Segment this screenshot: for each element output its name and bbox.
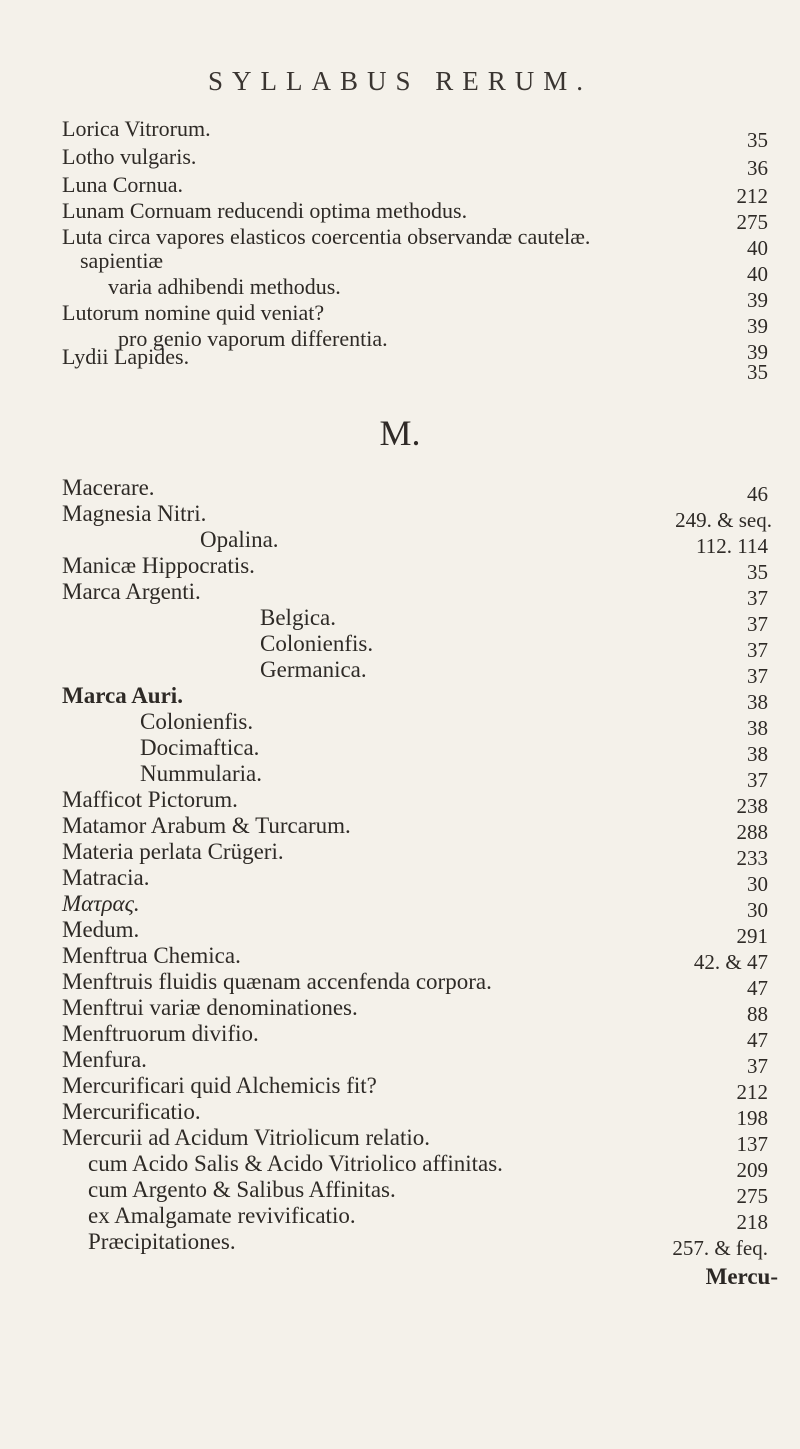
page-ref: 212: [736, 1080, 768, 1104]
page-ref: 37: [747, 612, 768, 636]
page-header: SYLLABUS RERUM.: [207, 66, 593, 96]
section-letter: M.: [379, 413, 421, 453]
index-entry: cum Acido Salis & Acido Vitriolico affinitas.: [88, 1151, 503, 1176]
page-ref: 38: [747, 716, 768, 740]
page-ref: 275: [736, 1184, 768, 1208]
page-ref: 39: [747, 288, 768, 312]
page-ref: 46: [747, 482, 768, 506]
index-entry: Matamor Arabum & Turcarum.: [62, 813, 351, 838]
index-entry: Mercurificatio.: [62, 1099, 201, 1124]
index-entry: sapientiæ: [80, 248, 164, 273]
index-entry: Mercurificari quid Alchemicis fit?: [62, 1073, 377, 1098]
page-ref: 37: [747, 586, 768, 610]
index-entry: Belgica.: [260, 605, 336, 630]
page-ref: 30: [747, 898, 768, 922]
page-ref: 249. & seq.: [675, 508, 772, 532]
index-entry: Colonienfis.: [260, 631, 374, 656]
index-entry: Menftruorum divifio.: [62, 1021, 259, 1046]
index-entry: pro genio vaporum differentia.: [118, 326, 388, 351]
index-entry: Colonienfis.: [140, 709, 254, 734]
page-ref: 37: [747, 768, 768, 792]
catchword: Mercu-: [705, 1264, 778, 1289]
page-ref: 212: [736, 184, 768, 208]
index-entry: Nummularia.: [140, 761, 262, 786]
page-ref: 88: [747, 1002, 768, 1026]
index-entry: Lydii Lapides.: [62, 344, 190, 369]
index-entry: Menftruis fluidis quænam accenfenda corpora.: [62, 969, 492, 994]
page-ref: 257. & feq.: [672, 1236, 768, 1260]
index-entry: Macerare.: [62, 475, 155, 500]
page-ref: 218: [736, 1210, 768, 1234]
page-ref: 35: [747, 128, 768, 152]
page-ref: 40: [747, 262, 768, 286]
page-ref: 35: [747, 560, 768, 584]
page-ref: 36: [747, 156, 768, 180]
page-ref: 209: [736, 1158, 768, 1182]
page-ref: 198: [736, 1106, 768, 1130]
index-entry: Materia perlata Crügeri.: [62, 839, 284, 864]
page-ref: 35: [747, 360, 768, 384]
page-ref: 39: [747, 314, 768, 338]
index-entry: Opalina.: [200, 527, 279, 552]
page-ref: 39: [747, 340, 768, 364]
index-entry: Præcipitationes.: [88, 1229, 236, 1254]
index-entry: Lutorum nomine quid veniat?: [62, 300, 325, 325]
page-ref: 112. 114: [696, 534, 768, 558]
page-ref: 42. & 47: [693, 950, 768, 974]
index-entry: Germanica.: [260, 657, 367, 682]
page-ref: 275: [736, 210, 768, 234]
index-entry: Lorica Vitrorum.: [62, 116, 211, 141]
page-ref: 233: [736, 846, 768, 870]
index-entry: Docimaftica.: [140, 735, 260, 760]
index-entry: Magnesia Nitri.: [62, 501, 207, 526]
index-entry: Medum.: [62, 917, 140, 942]
page-ref: 47: [747, 976, 768, 1000]
index-entry: Luta circa vapores elasticos coercentia observandæ cautelæ.: [62, 224, 591, 249]
page-ref: 137: [736, 1132, 768, 1156]
page-ref: 238: [736, 794, 768, 818]
index-entry: Menftrui variæ denominationes.: [62, 995, 358, 1020]
page-ref: 30: [747, 872, 768, 896]
index-entry: Lotho vulgaris.: [62, 144, 197, 169]
index-entry: Lunam Cornuam reducendi optima methodus.: [62, 198, 468, 223]
page-ref: 291: [736, 924, 768, 948]
index-entry: Marca Argenti.: [62, 579, 201, 604]
index-entry: Manicæ Hippocratis.: [62, 553, 255, 578]
index-entry: Mafficot Pictorum.: [62, 787, 238, 812]
index-entry: cum Argento & Salibus Affinitas.: [88, 1177, 396, 1202]
page-ref: 38: [747, 742, 768, 766]
page-ref: 288: [736, 820, 768, 844]
page-ref: 40: [747, 236, 768, 260]
page-ref: 37: [747, 638, 768, 662]
index-entry: Luna Cornua.: [62, 172, 183, 197]
index-entry: Marca Auri.: [62, 683, 183, 708]
index-entry: Menftrua Chemica.: [62, 943, 241, 968]
index-entry: varia adhibendi methodus.: [108, 274, 341, 299]
index-entry: Menfura.: [62, 1047, 147, 1072]
page-ref: 37: [747, 1054, 768, 1078]
index-entry: Matracia.: [62, 865, 150, 890]
index-entry: Ματρας.: [62, 891, 140, 916]
page-ref: 37: [747, 664, 768, 688]
page-ref: 38: [747, 690, 768, 714]
page-ref: 47: [747, 1028, 768, 1052]
index-entry: ex Amalgamate revivificatio.: [88, 1203, 356, 1228]
index-entry: Mercurii ad Acidum Vitriolicum relatio.: [62, 1125, 431, 1150]
